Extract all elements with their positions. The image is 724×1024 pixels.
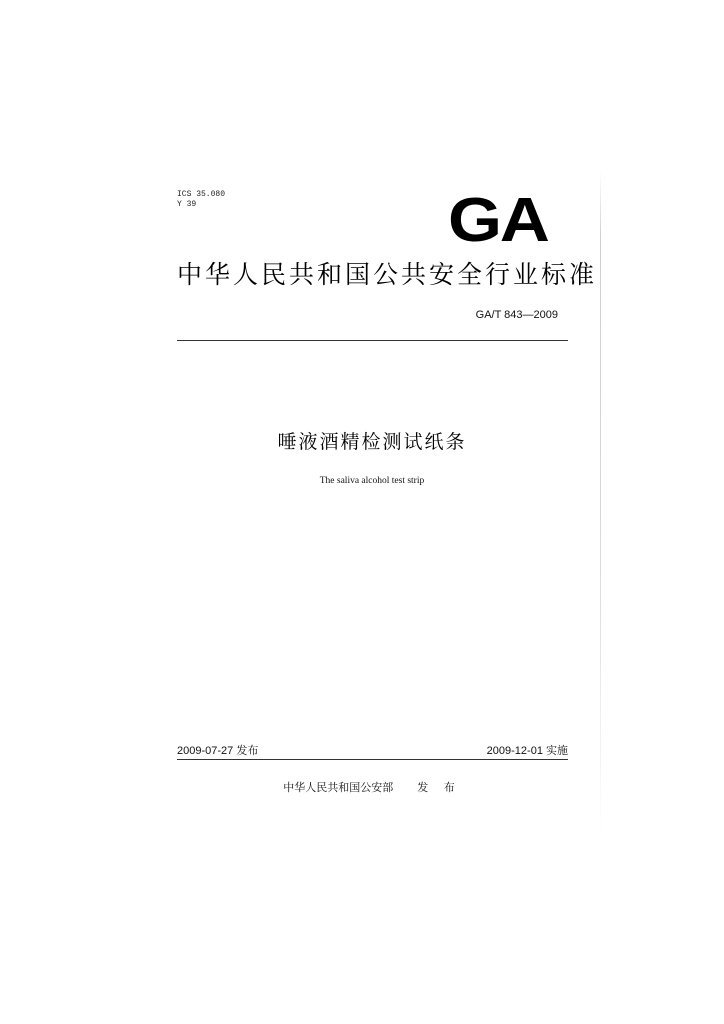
standard-category-title: 中华人民共和国公共安全行业标准 (177, 260, 598, 289)
issuer-name: 中华人民共和国公安部 (283, 781, 394, 794)
document-title-chinese: 唾液酒精检测试纸条 (277, 431, 467, 453)
page-edge-shadow (600, 170, 601, 840)
footer-divider (177, 759, 568, 760)
issuer-line (0, 781, 724, 795)
ga-logo: GA (448, 186, 548, 255)
standard-number: GA/T 843—2009 (475, 309, 558, 321)
ccs-code: Y 39 (177, 200, 197, 209)
issue-date: 2009-07-27 发布 (177, 745, 259, 757)
issuer-verb: 发 布 (417, 781, 461, 794)
implementation-date: 2009-12-01 实施 (486, 745, 568, 757)
classification-codes (177, 190, 225, 210)
header-divider (177, 340, 568, 341)
document-title-english: The saliva alcohol test strip (319, 476, 425, 486)
ics-code: ICS 35.080 (177, 190, 226, 199)
